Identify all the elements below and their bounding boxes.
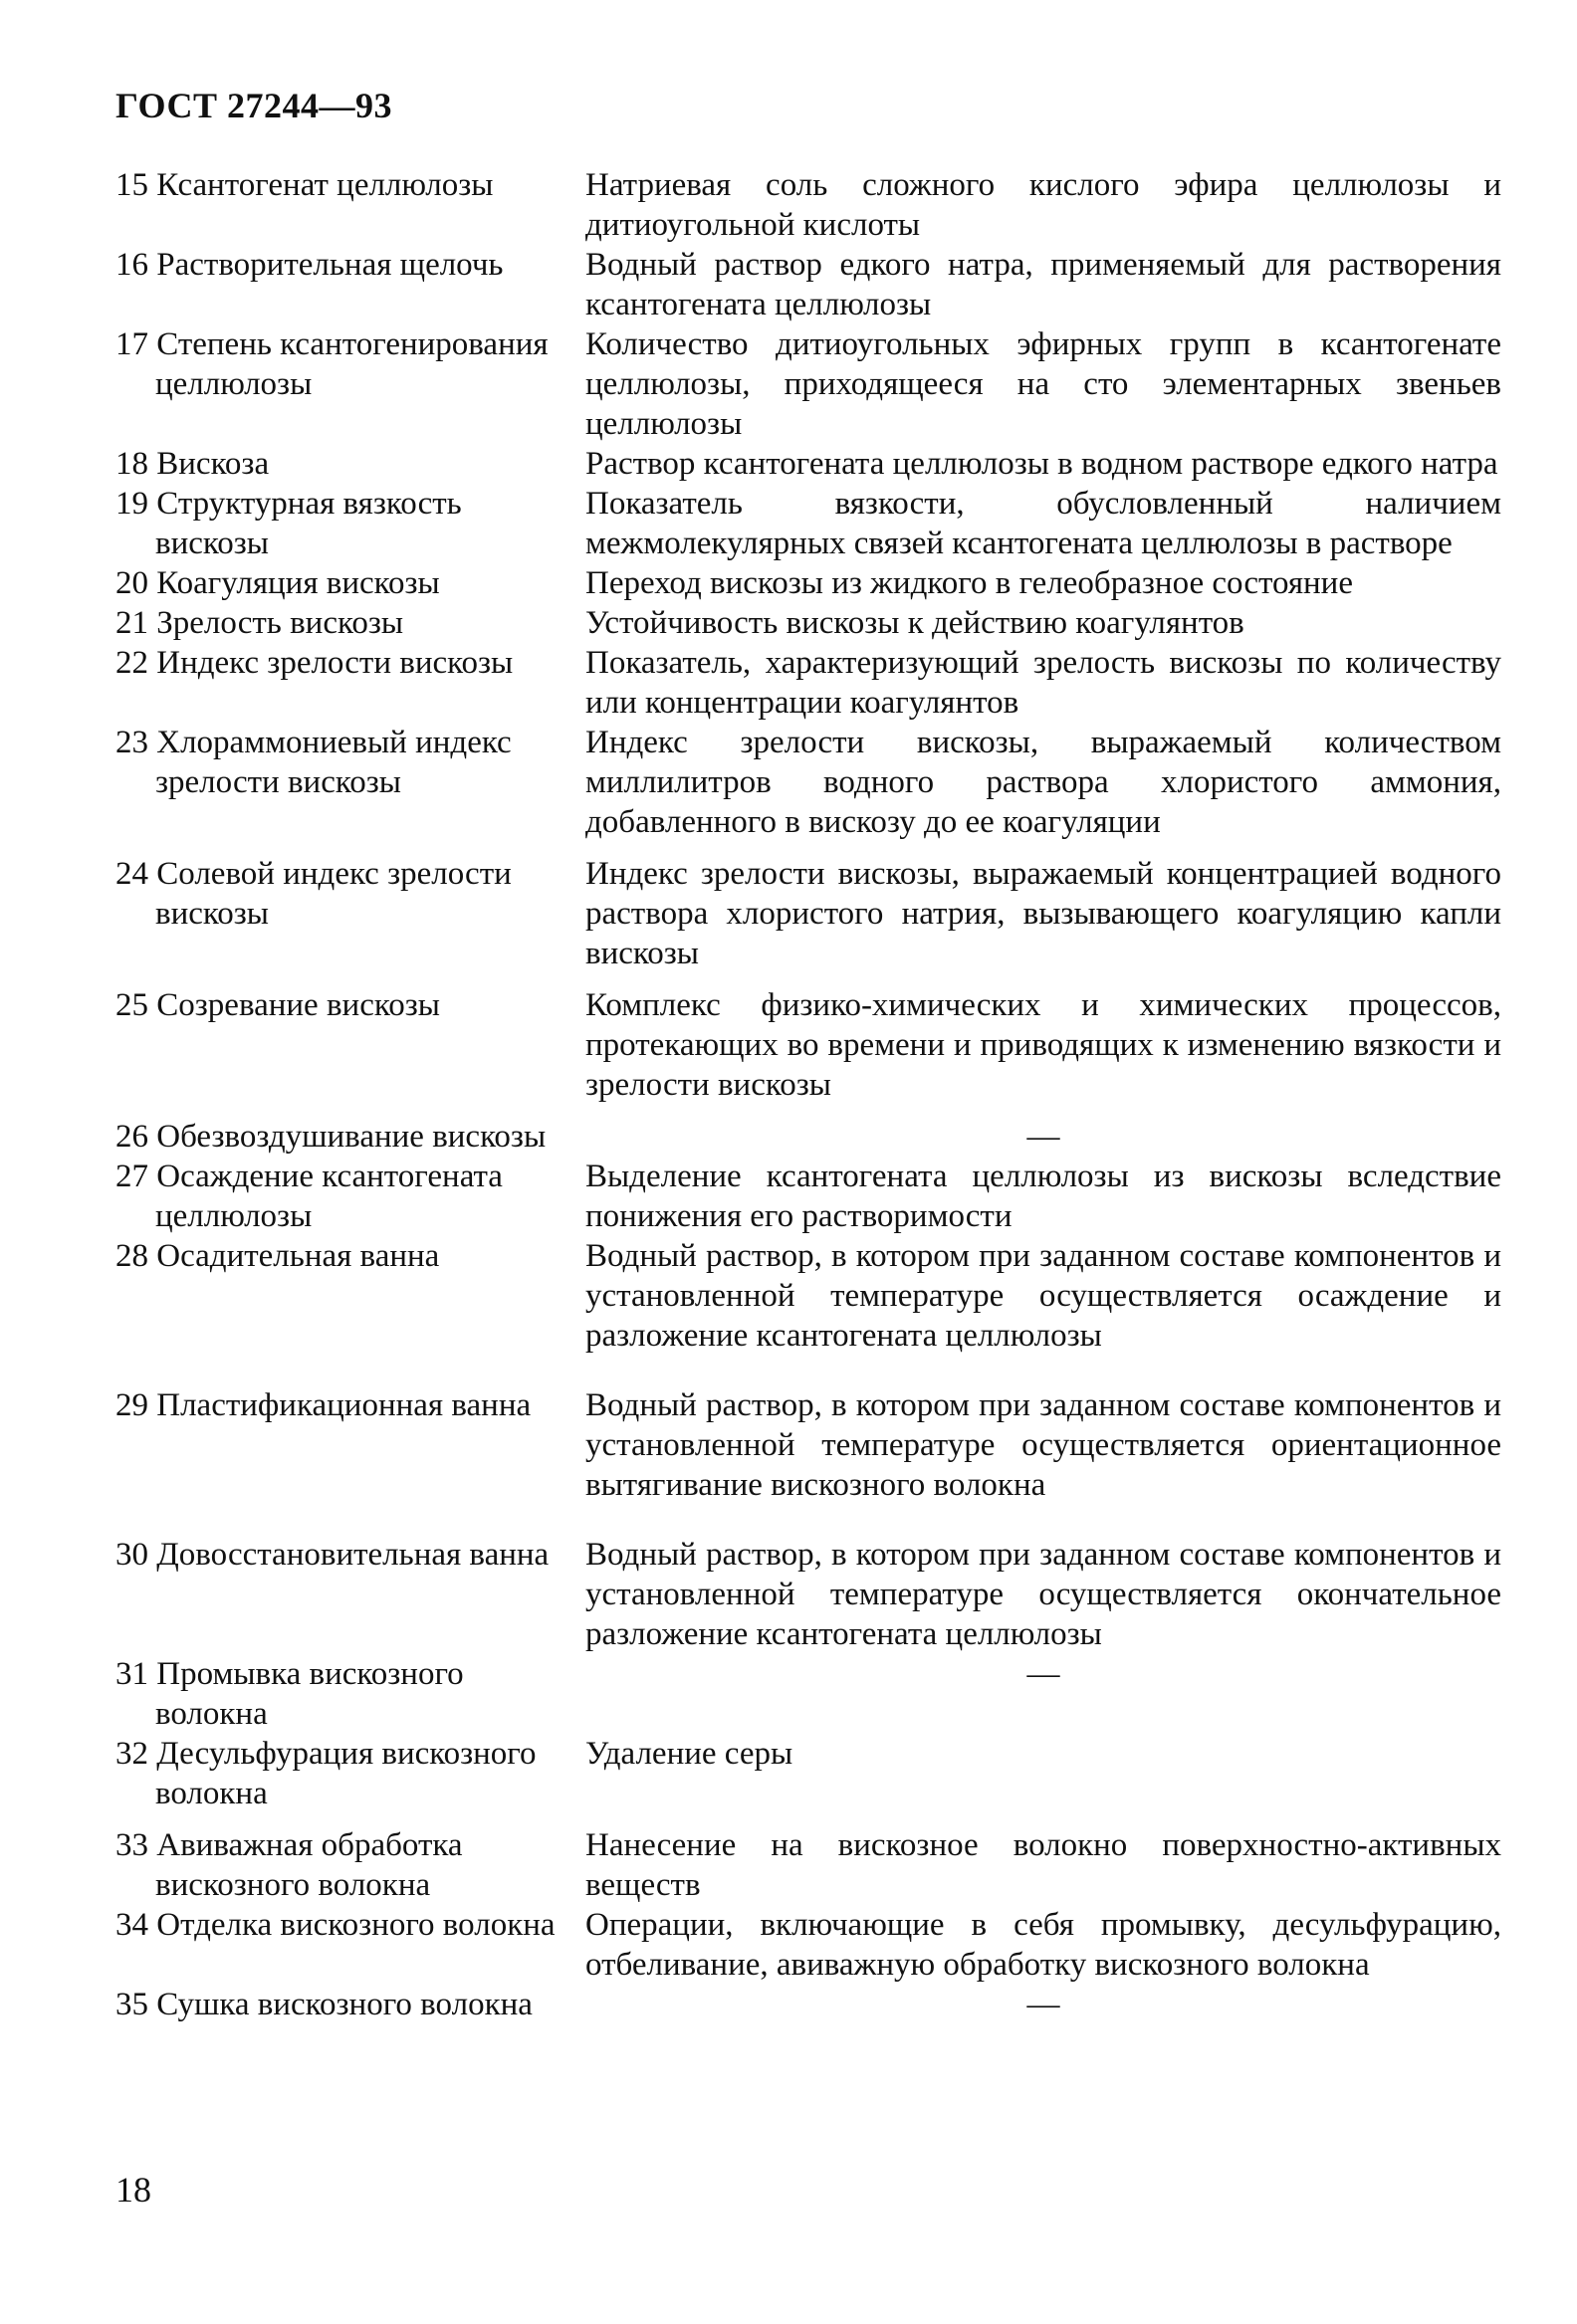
page-number: 18: [115, 2170, 151, 2210]
term-row: [115, 1905, 1519, 1985]
term-name: 19 Структурная вязкость вискозы: [115, 486, 462, 561]
term-row: [115, 1654, 1519, 1734]
term-name: 29 Пластификационная ванна: [115, 1387, 532, 1423]
term-row: [115, 1734, 1519, 1813]
terms-list: [115, 165, 1519, 2024]
term-definition: Показатель, характеризующий зрелость вискозы по количеству или концентрации коагулянтов: [585, 645, 1501, 721]
term-row: [115, 1985, 1519, 2024]
term-definition: Водный раствор, в котором при заданном составе компонентов и установленной температуре осуществляется окончательное разложение ксантогената целлюлозы: [585, 1537, 1501, 1652]
standard-title: ГОСТ 27244—93: [115, 86, 392, 125]
term-definition: Натриевая соль сложного кислого эфира целлюлозы и дитиоугольной кислоты: [585, 167, 1501, 243]
term-name: 33 Авиважная обработка вискозного волокна: [115, 1827, 463, 1903]
term-name: 30 Довосстановительная ванна: [115, 1537, 550, 1573]
term-row: [115, 444, 1519, 484]
term-definition: Комплекс физико-химических и химических процессов, протекающих во времени и приводящих к изменению вязкости и зрелости вискозы: [585, 987, 1501, 1103]
term-definition: Количество дитиоугольных эфирных групп в ксантогенате целлюлозы, приходящееся на сто элементарных звеньев целлюлозы: [585, 326, 1501, 442]
term-name: 16 Растворительная щелочь: [115, 247, 504, 283]
term-row: [115, 324, 1519, 444]
term-row: [115, 563, 1519, 603]
term-definition: Индекс зрелости вискозы, выражаемый концентрацией водного раствора хлористого натрия, вызывающего коагуляцию капли вискозы: [585, 856, 1501, 971]
term-definition: Водный раствор, в котором при заданном составе компонентов и установленной температуре осуществляется осаждение и разложение ксантогената целлюлозы: [585, 1238, 1501, 1354]
term-row: [115, 1535, 1519, 1654]
term-row: [115, 643, 1519, 723]
term-name: 20 Коагуляция вискозы: [115, 565, 440, 601]
term-definition: Операции, включающие в себя промывку, десульфурацию, отбеливание, авиважную обработку вискозного волокна: [585, 1907, 1501, 1983]
term-row: [115, 484, 1519, 563]
term-definition: —: [1026, 1119, 1060, 1155]
term-row: [115, 165, 1519, 245]
term-definition: Индекс зрелости вискозы, выражаемый количеством миллилитров водного раствора хлористого аммония, добавленного в вискозу до ее коагуляции: [585, 725, 1501, 840]
term-row: [115, 1825, 1519, 1905]
term-definition: Водный раствор едкого натра, применяемый для растворения ксантогената целлюлозы: [585, 247, 1501, 322]
term-definition: Показатель вязкости, обусловленный наличием межмолекулярных связей ксантогената целлюлозы в растворе: [585, 486, 1501, 561]
term-row: [115, 1385, 1519, 1505]
term-name: 25 Созревание вискозы: [115, 987, 440, 1023]
term-row: [115, 245, 1519, 324]
term-name: 31 Промывка вискозного волокна: [115, 1656, 464, 1732]
term-name: 27 Осаждение ксантогената целлюлозы: [115, 1159, 503, 1234]
term-name: 23 Хлораммониевый индекс зрелости вискозы: [115, 725, 512, 800]
term-name: 21 Зрелость вискозы: [115, 605, 404, 641]
term-row: [115, 1236, 1519, 1356]
term-row: [115, 985, 1519, 1105]
term-name: 15 Ксантогенат целлюлозы: [115, 167, 494, 203]
term-name: 32 Десульфурация вискозного волокна: [115, 1736, 537, 1811]
term-definition: —: [1026, 1987, 1060, 2022]
term-row: [115, 603, 1519, 643]
term-name: 17 Степень ксантогенирования целлюлозы: [115, 326, 549, 402]
term-definition: —: [1026, 1656, 1060, 1692]
term-name: 34 Отделка вискозного волокна: [115, 1907, 556, 1943]
term-definition: Нанесение на вискозное волокно поверхностно-активных веществ: [585, 1827, 1501, 1903]
term-name: 26 Обезвоздушивание вискозы: [115, 1119, 547, 1155]
term-definition: Раствор ксантогената целлюлозы в водном растворе едкого натра: [585, 446, 1498, 482]
term-definition: Водный раствор, в котором при заданном составе компонентов и установленной температуре осуществляется ориентационное вытягивание вискозного волокна: [585, 1387, 1501, 1503]
term-name: 35 Сушка вискозного волокна: [115, 1987, 533, 2022]
term-name: 24 Солевой индекс зрелости вискозы: [115, 856, 512, 932]
term-definition: Устойчивость вискозы к действию коагулянтов: [585, 605, 1244, 641]
term-row: [115, 854, 1519, 973]
term-row: [115, 723, 1519, 842]
term-name: 18 Вискоза: [115, 446, 270, 482]
term-name: 22 Индекс зрелости вискозы: [115, 645, 514, 681]
term-name: 28 Осадительная ванна: [115, 1238, 440, 1274]
term-row: [115, 1157, 1519, 1236]
term-row: [115, 1117, 1519, 1157]
term-definition: Выделение ксантогената целлюлозы из вискозы вследствие понижения его растворимости: [585, 1159, 1501, 1234]
term-definition: Переход вискозы из жидкого в гелеобразное состояние: [585, 565, 1353, 601]
term-definition: Удаление серы: [585, 1736, 793, 1772]
